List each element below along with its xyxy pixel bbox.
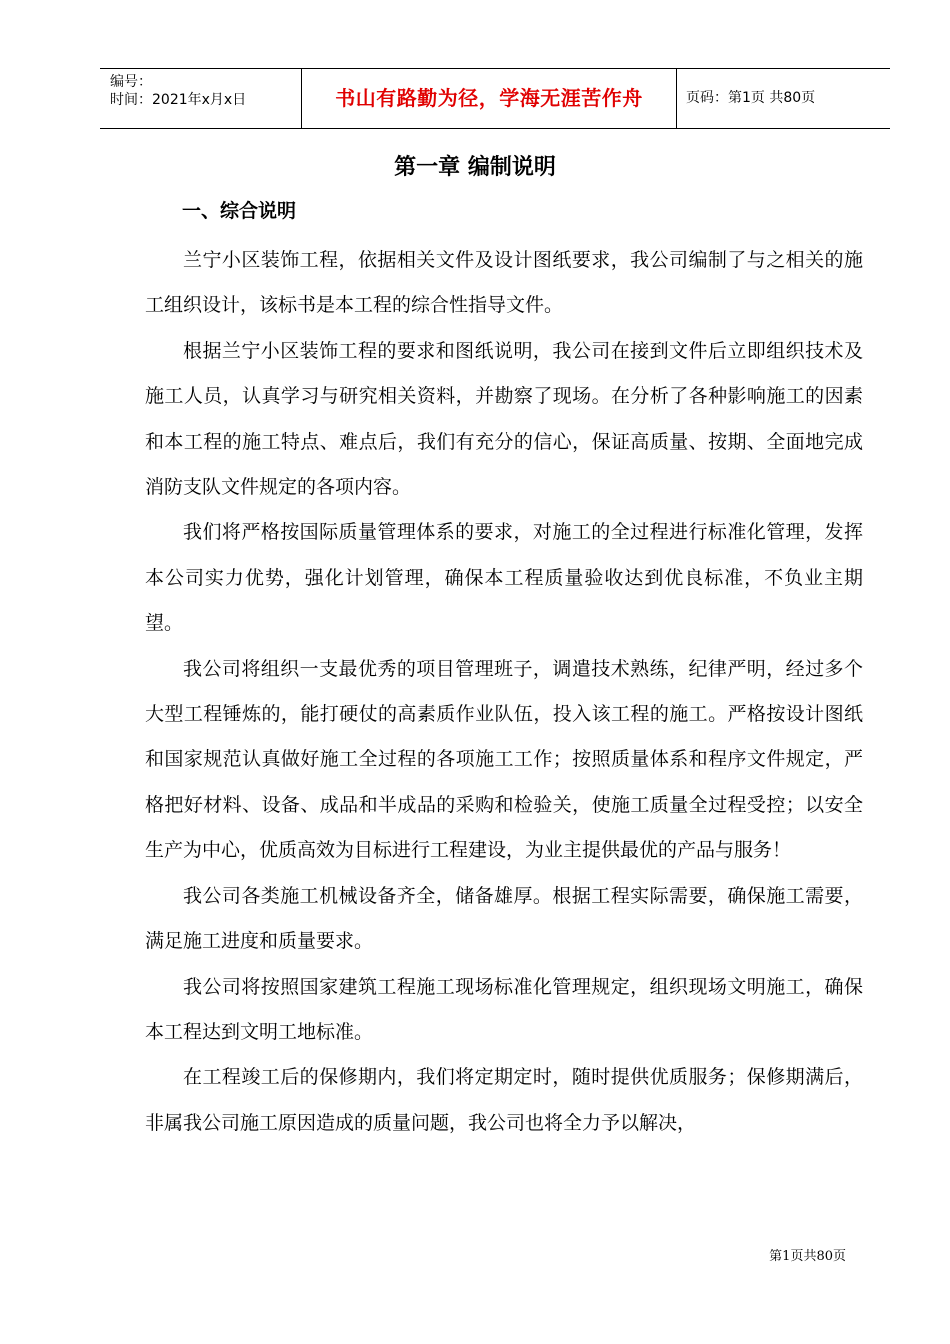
paragraph-2: 根据兰宁小区装饰工程的要求和图纸说明，我公司在接到文件后立即组织技术及施工人员，认真学习与研究相关资料，并勘察了现场。在分析了各种影响施工的因素和本工程的施工特点、难点后，我们有充分的信心，保证高质量、按期、全面地完成消防支队文件规定的各项内容。 [145,339,863,499]
section-title: 一、综合说明 [182,200,297,222]
paragraph-4: 我公司将组织一支最优秀的项目管理班子，调遣技术熟练，纪律严明，经过多个大型工程锤炼的，能打硬仗的高素质作业队伍，投入该工程的施工。严格按设计图纸和国家规范认真做好施工全过程的各项施工工作；按照质量体系和程序文件规定，严格把好材料、设备、成品和半成品的采购和检验关，使施工质量全过程受控；以安全生产为中心，优质高效为目标进行工程建设，为业主提供最优的产品与服务！ [145,657,863,862]
paragraph-3: 我们将严格按国际质量管理体系的要求，对施工的全过程进行标准化管理，发挥本公司实力优势，强化计划管理，确保本工程质量验收达到优良标准，不负业主期望。 [145,521,863,635]
body-text [145,238,863,1146]
header-motto: 书山有路勤为径，学海无涯苦作舟 [335,86,643,110]
paragraph-5: 我公司各类施工机械设备齐全，储备雄厚。根据工程实际需要，确保施工需要，满足施工进度和质量要求。 [145,884,863,953]
header-meta [110,73,246,109]
paragraph-7: 在工程竣工后的保修期内，我们将定期定时，随时提供优质服务；保修期满后，非属我公司施工原因造成的质量问题，我公司也将全力予以解决， [145,1066,863,1134]
paragraph-1: 兰宁小区装饰工程，依据相关文件及设计图纸要求，我公司编制了与之相关的施工组织设计，该标书是本工程的综合性指导文件。 [145,249,863,317]
paragraph-6: 我公司将按照国家建筑工程施工现场标准化管理规定，组织现场文明施工，确保本工程达到文明工地标准。 [145,975,863,1043]
chapter-title: 第一章 编制说明 [394,155,556,180]
serial-label: 编号： [110,74,152,90]
header-divider-right [676,69,677,128]
time-label: 时间：2021年x月x日 [110,92,247,108]
header-page-info: 页码：第1页 共80页 [686,90,816,106]
page-header [100,68,890,129]
page-footer: 第1页共80页 [769,1249,846,1264]
